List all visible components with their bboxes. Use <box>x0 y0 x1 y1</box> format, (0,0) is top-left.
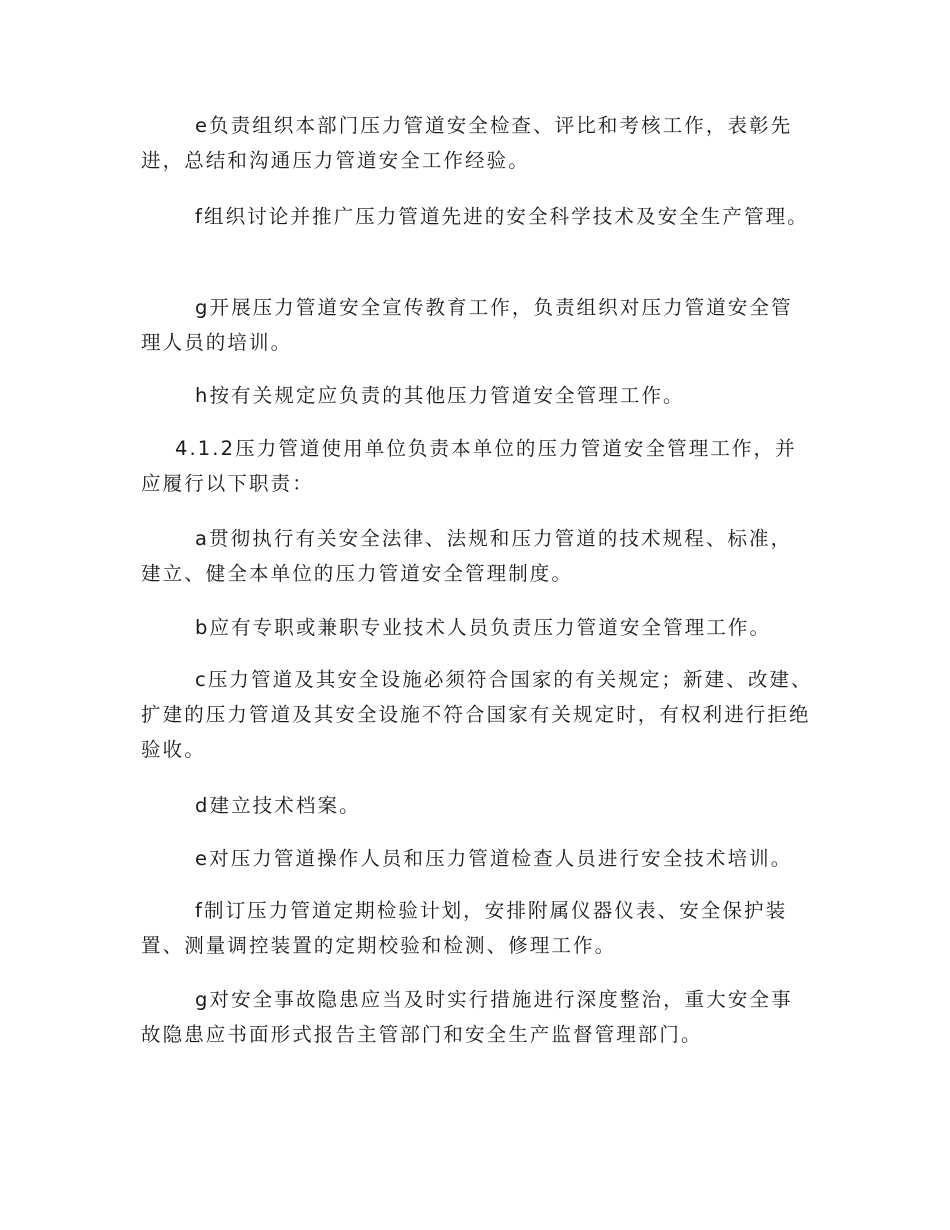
paragraph-f-department: f组织讨论并推广压力管道先进的安全科学技术及安全生产管理。 <box>195 205 809 228</box>
paragraph-d-unit: d建立技术档案。 <box>195 794 361 817</box>
paragraph-b-unit: b应有专职或兼职专业技术人员负责压力管道安全管理工作。 <box>195 616 772 639</box>
paragraph-a-unit: a贯彻执行有关安全法律、法规和压力管道的技术规程、标准，建立、健全本单位的压力管道安全管理制度。 <box>141 527 793 585</box>
paragraph-h-department: h按有关规定应负责的其他压力管道安全管理工作。 <box>195 384 685 407</box>
section-4-1-2: 4.1.2压力管道使用单位负责本单位的压力管道安全管理工作，并应履行以下职责： <box>141 437 797 495</box>
paragraph-f-unit: f制订压力管道定期检验计划，安排附属仪器仪表、安全保护装置、测量调控装置的定期校验和检测、修理工作。 <box>141 899 788 957</box>
paragraph-e-department: e负责组织本部门压力管道安全检查、评比和考核工作，表彰先进，总结和沟通压力管道安全工作经验。 <box>141 114 793 172</box>
paragraph-e-unit: e对压力管道操作人员和压力管道检查人员进行安全技术培训。 <box>195 847 793 870</box>
paragraph-c-unit: c压力管道及其安全设施必须符合国家的有关规定；新建、改建、扩建的压力管道及其安全设施不符合国家有关规定时，有权利进行拒绝验收。 <box>141 668 813 761</box>
paragraph-g-department: g开展压力管道安全宣传教育工作，负责组织对压力管道安全管理人员的培训。 <box>141 296 793 354</box>
paragraph-g-unit: g对安全事故隐患应当及时实行措施进行深度整治，重大安全事故隐患应书面形式报告主管部门和安全生产监督管理部门。 <box>141 988 793 1046</box>
